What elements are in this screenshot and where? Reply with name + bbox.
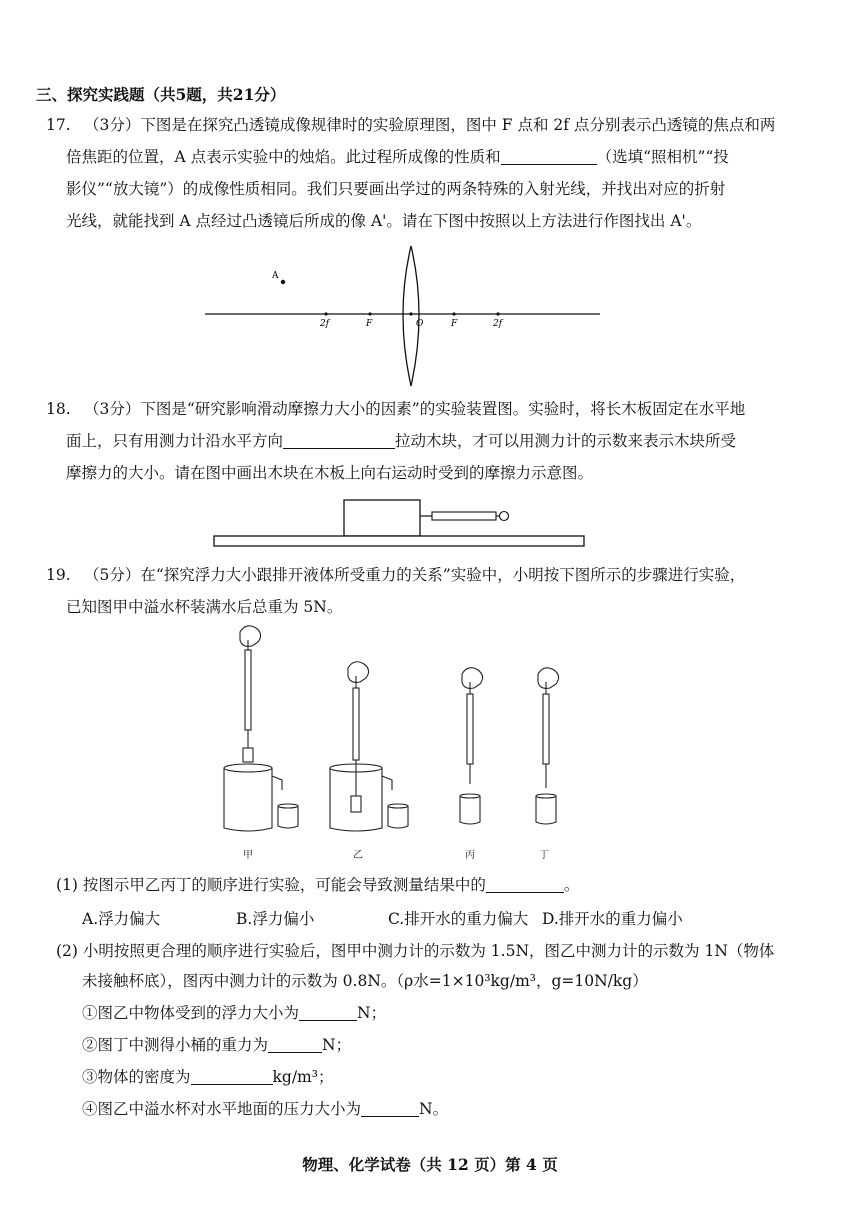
q17-line-2-tail: （选填“照相机”“投: [596, 148, 729, 166]
figure-label-bing: 丙: [465, 850, 475, 861]
q17-line-3: 影仪”“放大镜”）的成像性质相同。我们只要画出学过的两条特殊的入射光线，并找出对应的折射: [66, 180, 726, 198]
q19-option-b[interactable]: B.浮力偏小: [236, 910, 315, 928]
q19-sub-2-blank[interactable]: [268, 1036, 322, 1053]
q19-sub-4-blank[interactable]: [361, 1100, 419, 1117]
q18-line-2-text: 面上，只有用测力计沿水平方向: [66, 432, 284, 450]
wood-block: [344, 500, 420, 536]
small-bucket-yi: [388, 806, 408, 828]
label-o: O: [416, 319, 424, 329]
page-footer: 物理、化学试卷（共 12 页）第 4 页: [302, 1155, 558, 1174]
object-jia: [243, 748, 253, 762]
friction-diagram: [210, 494, 590, 550]
lens-diagram: [195, 240, 605, 390]
q18-line-2: [66, 428, 736, 454]
q18-line-1: （3分）下图是“研究影响滑动摩擦力大小的因素”的实验装置图。实验时，将长木板固定在水平地: [84, 400, 746, 418]
setup-yi: [330, 662, 408, 831]
long-board: [214, 536, 584, 546]
q19-sub-4-text: ④图乙中溢水杯对水平地面的压力大小为: [82, 1100, 362, 1118]
buoyancy-experiment-figure: [218, 618, 568, 863]
spring-scale-yi: [353, 688, 359, 760]
q19-part1-blank[interactable]: [486, 876, 564, 893]
spring-scale-bing: [467, 694, 473, 764]
figure-label-jia: 甲: [243, 850, 253, 861]
small-bucket-jia: [278, 806, 298, 828]
hand-ding: [538, 668, 559, 689]
point-f-right: [452, 312, 455, 315]
q19-sub-1: [82, 1000, 386, 1026]
spout-jia: [272, 776, 282, 790]
label-2f-left: 2f: [320, 319, 330, 329]
q19-line-2: 已知图甲中溢水杯装满水后总重为 5N。: [66, 598, 343, 616]
hand-bing: [462, 668, 483, 689]
point-a-dot: [281, 280, 285, 284]
small-bucket-bing: [460, 796, 480, 824]
q19-part2-line-1: (2) 小明按照更合理的顺序进行实验后，图甲中测力计的示数为 1.5N，图乙中测力计的示数为 1N（物体: [56, 942, 775, 960]
spring-scale-jia: [245, 650, 251, 730]
point-2f-left: [324, 312, 327, 315]
q17-number: 17.: [46, 116, 71, 134]
hand-yi: [348, 662, 369, 683]
q19-sub-1-unit: N；: [357, 1004, 387, 1022]
q19-part1-end: 。: [563, 876, 580, 894]
q19-part1-text: (1) 按图示甲乙丙丁的顺序进行实验，可能会导致测量结果中的: [56, 876, 486, 894]
q19-sub-4: [82, 1096, 448, 1122]
label-f-left: F: [366, 319, 373, 329]
q19-part2-line-2: 未接触杯底），图丙中测力计的示数为 0.8N。（ρ水=1×10³kg/m³，g=10N/kg）: [82, 972, 648, 990]
q19-option-a[interactable]: A.浮力偏大: [82, 910, 161, 928]
q18-line-3: 摩擦力的大小。请在图中画出木块在木板上向右运动时受到的摩擦力示意图。: [66, 464, 594, 482]
q17-line-2: [66, 144, 729, 170]
q19-sub-4-unit: N。: [419, 1100, 449, 1118]
point-a-label: A: [272, 271, 279, 281]
q19-sub-3: [82, 1064, 333, 1090]
q18-line-2-tail: 拉动木块，才可以用测力计的示数来表示木块所受: [395, 432, 737, 450]
small-bucket-ding: [536, 796, 556, 824]
point-o: [409, 312, 412, 315]
section-title: 三、探究实践题（共5题，共21分）: [36, 85, 286, 104]
label-f-right: F: [451, 319, 458, 329]
convex-lens: [403, 246, 419, 386]
overflow-cup-jia: [224, 768, 272, 831]
q17-answer-blank[interactable]: [501, 148, 597, 165]
q19-sub-3-blank[interactable]: [191, 1068, 273, 1085]
setup-bing: [460, 668, 483, 824]
q19-sub-1-blank[interactable]: [299, 1004, 357, 1021]
spring-scale-body: [432, 512, 496, 520]
spring-scale-ring: [500, 512, 509, 521]
point-2f-right: [496, 312, 499, 315]
q18-number: 18.: [46, 400, 71, 418]
point-f-left: [368, 312, 371, 315]
label-2f-right: 2f: [493, 319, 503, 329]
q19-sub-3-text: ③物体的密度为: [82, 1068, 191, 1086]
q17-line-4: 光线，就能找到 A 点经过凸透镜后所成的像 A'。请在下图中按照以上方法进行作图找出 A'。: [66, 212, 702, 230]
q19-number: 19.: [46, 566, 71, 584]
q19-line-1: （5分）在“探究浮力大小跟排开液体所受重力的关系”实验中，小明按下图所示的步骤进行实验，: [84, 566, 746, 584]
figure-label-yi: 乙: [353, 850, 363, 861]
figure-label-ding: 丁: [539, 850, 549, 861]
q19-sub-2-unit: N；: [322, 1036, 352, 1054]
spout-yi: [382, 776, 392, 790]
q19-option-c[interactable]: C.排开水的重力偏大: [388, 910, 529, 928]
q19-part1: [56, 872, 579, 898]
q18-answer-blank[interactable]: [283, 432, 395, 449]
q19-sub-1-text: ①图乙中物体受到的浮力大小为: [82, 1004, 300, 1022]
q17-line-2-text: 倍焦距的位置，A 点表示实验中的烛焰。此过程所成像的性质和: [66, 148, 501, 166]
object-yi: [351, 796, 361, 812]
hand-jia: [240, 626, 261, 647]
q19-sub-3-unit: kg/m³；: [272, 1068, 334, 1086]
q19-option-d[interactable]: D.排开水的重力偏小: [542, 910, 683, 928]
setup-jia: [224, 626, 298, 831]
spring-scale-ding: [543, 694, 549, 764]
setup-ding: [536, 668, 559, 824]
q19-sub-2: [82, 1032, 351, 1058]
q17-line-1: （3分）下图是在探究凸透镜成像规律时的实验原理图，图中 F 点和 2f 点分别表示凸透镜的焦点和两: [84, 116, 776, 134]
q19-sub-2-text: ②图丁中测得小桶的重力为: [82, 1036, 269, 1054]
